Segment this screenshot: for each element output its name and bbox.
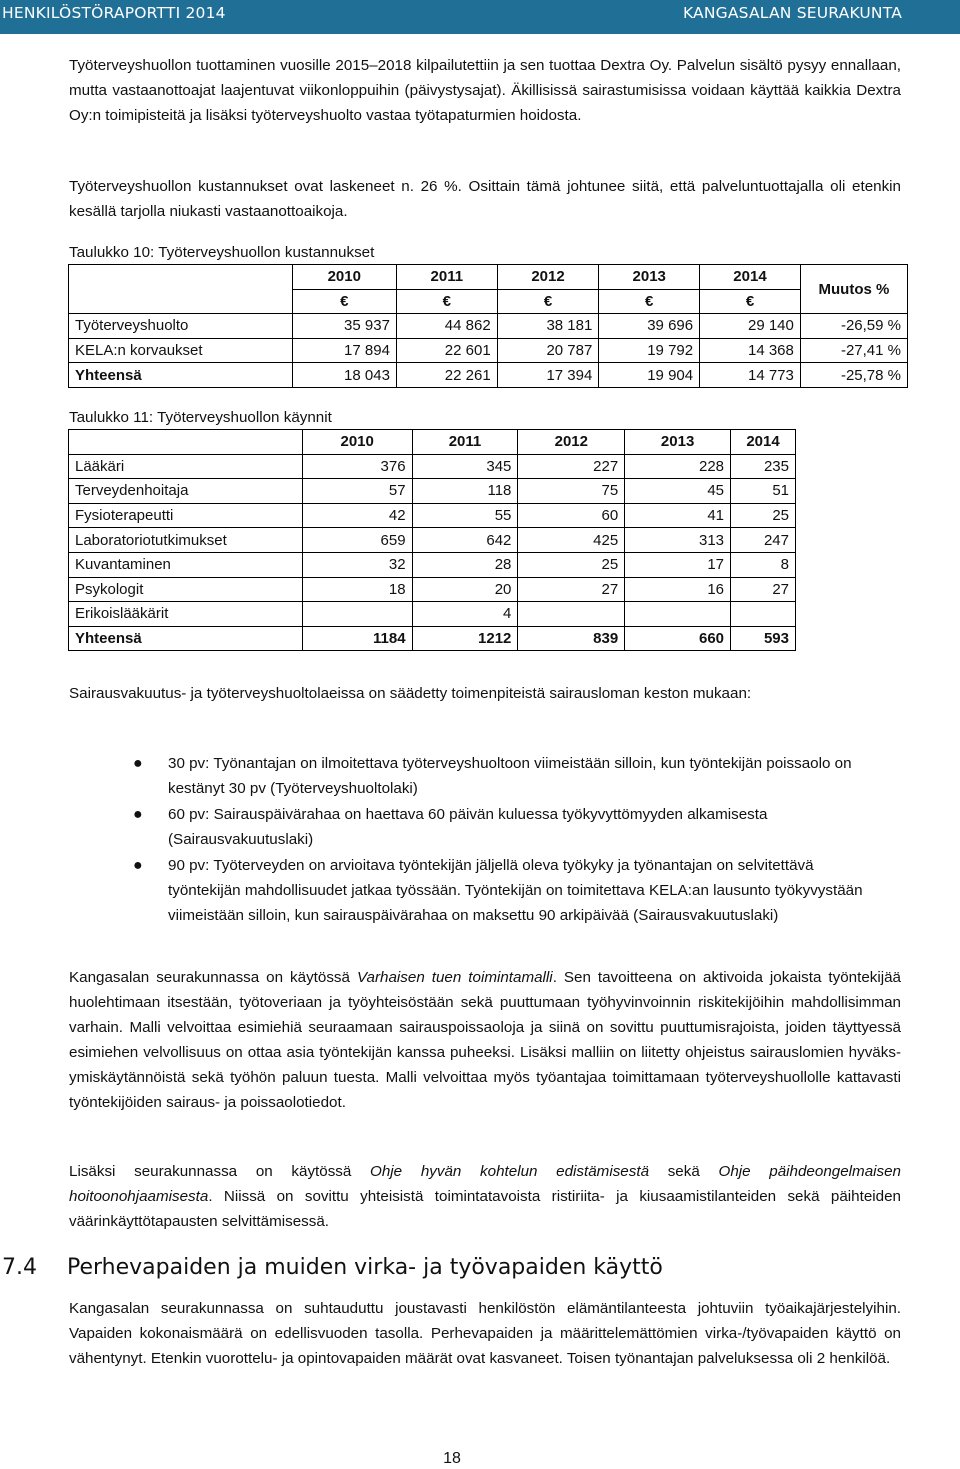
cell-value: 28 [412, 552, 518, 577]
guide-name-1: Ohje hyvän kohtelun edistämisestä [370, 1163, 650, 1180]
table-row [69, 626, 796, 651]
cell-value: 20 [412, 577, 518, 602]
row-label: Fysioterapeutti [69, 503, 303, 528]
table11-year: 2011 [412, 430, 518, 455]
cell-value: 18 [302, 577, 412, 602]
cell-value: 839 [518, 626, 625, 651]
cell-value: 38 181 [497, 314, 599, 339]
cell-value: 39 696 [599, 314, 700, 339]
cell-value: 16 [625, 577, 731, 602]
cell-value: 25 [731, 503, 796, 528]
row-label: Yhteensä [69, 363, 293, 388]
section-paragraph: Kangasalan seurakunnassa on suhtauduttu joustavasti henkilöstön elämäntilanteesta johtuviin työaikajärjestelyihin. Vapaiden kokonaismäärä on edellisvuoden tasolla. Perhevapaiden ja määrittelemättömien virka-/työvapaiden käyttö on vähentynyt. Etenkin vuorottelu- ja opintovapaiden määrät ovat kasvaneet. Toisen työnantajan palveluksessa oli 2 henkilöä. [69, 1300, 901, 1367]
cell-value: 660 [625, 626, 731, 651]
guides-text-b: sekä [649, 1163, 719, 1180]
bullet-icon: ● [133, 806, 143, 823]
cell-value: 51 [731, 479, 796, 504]
cell-value: 32 [302, 552, 412, 577]
cell-value: 20 787 [497, 338, 599, 363]
cell-value: 19 792 [599, 338, 700, 363]
cell-value: 27 [518, 577, 625, 602]
table-row [69, 338, 908, 363]
page-number: 18 [443, 1450, 461, 1467]
table10-year: 2011 [396, 265, 497, 290]
cell-value: 55 [412, 503, 518, 528]
cell-value: 14 773 [700, 363, 801, 388]
section-title: Perhevapaiden ja muiden virka- ja työvapaiden käyttö [67, 1255, 663, 1280]
table-row [69, 454, 796, 479]
row-label: Erikoislääkärit [69, 602, 303, 627]
cell-value: 17 894 [292, 338, 396, 363]
bullet-icon: ● [133, 857, 143, 874]
cell-value: 345 [412, 454, 518, 479]
cell-value: 45 [625, 479, 731, 504]
cell-value: 17 [625, 552, 731, 577]
report-title: HENKILÖSTÖRAPORTTI 2014 [2, 4, 226, 22]
table10-caption: Taulukko 10: Työterveyshuollon kustannukset [69, 244, 375, 261]
cell-value: 642 [412, 528, 518, 553]
cell-value: 376 [302, 454, 412, 479]
table10-year: 2010 [292, 265, 396, 290]
cell-value: 27 [731, 577, 796, 602]
table-row [69, 363, 908, 388]
cell-value: 247 [731, 528, 796, 553]
table10-year: 2012 [497, 265, 599, 290]
cell-value: 235 [731, 454, 796, 479]
table10-year: 2014 [700, 265, 801, 290]
cell-value: 8 [731, 552, 796, 577]
guides-paragraph [69, 1159, 901, 1234]
table10-currency: € [700, 289, 801, 314]
law-intro: Sairausvakuutus- ja työterveyshuoltolaeissa on säädetty toimenpiteistä sairausloman keston mukaan: [69, 685, 752, 702]
organization-name: KANGASALAN SEURAKUNTA [682, 4, 902, 22]
bullet-icon: ● [133, 755, 143, 772]
table-row [69, 552, 796, 577]
cell-value: 19 904 [599, 363, 700, 388]
early-support-text-a: Kangasalan seurakunnassa on käytössä [69, 969, 357, 986]
table10-currency: € [292, 289, 396, 314]
cell-value: 1212 [412, 626, 518, 651]
table10-change-header: Muutos % [800, 265, 907, 314]
cell-value: 29 140 [700, 314, 801, 339]
intro-paragraph-1: Työterveyshuollon tuottaminen vuosille 2015–2018 kilpailutettiin ja sen tuottaa Dextra Oy. Palvelun sisältö pysyy ennallaan, mutta vastaanottoajat laajentuvat viikonloppuihin (päivystysajat). Äkillisissä sairastumisissa voidaan käyttää kaikkia Dextra Oy:n toimipisteitä ja lisäksi työterveyshuolto vastaa työtapaturmien hoidosta. [69, 57, 901, 124]
cell-value: 35 937 [292, 314, 396, 339]
cell-value: 4 [412, 602, 518, 627]
row-label: Terveydenhoitaja [69, 479, 303, 504]
cell-value: 75 [518, 479, 625, 504]
guides-text-a: Lisäksi seurakunnassa on käytössä [69, 1163, 371, 1180]
cell-value [625, 602, 731, 627]
table-row [69, 503, 796, 528]
cell-value: 44 862 [396, 314, 497, 339]
row-label: Yhteensä [69, 626, 303, 651]
cell-value: 228 [625, 454, 731, 479]
table-row [69, 602, 796, 627]
list-item: 90 pv: Työterveyden on arvioitava työntekijän jäljellä oleva työkyky ja työnantajan on selvitettävä työntekijän mahdollisuudet jatkaa työssään. Työntekijän on toimitettava KELA:an lausunto työkyvystään viimeistään silloin, kun sairauspäivärahaa on maksettu 90 arkipäivää (Sairausvakuutuslaki) [168, 857, 863, 924]
early-support-paragraph [69, 965, 901, 1115]
row-label: Lääkäri [69, 454, 303, 479]
table11-year: 2012 [518, 430, 625, 455]
row-label: Psykologit [69, 577, 303, 602]
list-item: 30 pv: Työnantajan on ilmoitettava työterveyshuoltoon viimeistään silloin, kun työntekijän poissaolo on kestänyt 30 pv (Työterveyshuoltolaki) [168, 755, 852, 797]
cell-change: -27,41 % [800, 338, 907, 363]
guides-text-c: . Niissä on sovittu yhteisistä toimintatavoista ristiriita- ja kiusaamistilanteiden sekä päihteiden väärinkäyttötapausten selvittämisessä. [69, 1188, 901, 1230]
cell-value: 1184 [302, 626, 412, 651]
table11-year: 2014 [731, 430, 796, 455]
cell-value: 659 [302, 528, 412, 553]
row-label: Työterveyshuolto [69, 314, 293, 339]
page-header [0, 0, 960, 34]
cell-value: 25 [518, 552, 625, 577]
cell-value [302, 602, 412, 627]
guide-name-2: Ohje päihdeongelmaisen hoitoonohjaamisesta [69, 1163, 902, 1205]
cell-change: -26,59 % [800, 314, 907, 339]
table11-corner [69, 430, 303, 455]
early-support-text-b: . Sen tavoitteena on aktivoida jokaista työntekijää huolehtimaan itsestään, työtoveriaan ja työyhteisöstään sekä puuttumaan työhyvinvoinnin riskitekijöihin mahdollisimman varhain. Malli velvoittaa esimiehiä seuraamaan sairauspoissaoloja ja siinä on sovittu puuttumisrajoista, joiden täyttyessä esimiehen velvollisuus on ottaa asia työntekijän kanssa puheeksi. Lisäksi malliin on liitetty ohjeistus sairauslomien hyväksymiskäytännöistä sekä työhön paluun tuesta. Malli velvoittaa myös työantajaa toimittamaan työterveyshuollolle kattavasti työntekijöiden sairaus- ja poissaolotiedot. [69, 969, 901, 1111]
cell-value: 313 [625, 528, 731, 553]
table11-year: 2013 [625, 430, 731, 455]
cell-value: 60 [518, 503, 625, 528]
table11-caption: Taulukko 11: Työterveyshuollon käynnit [69, 409, 332, 426]
cell-value: 118 [412, 479, 518, 504]
cell-value: 17 394 [497, 363, 599, 388]
cell-value: 14 368 [700, 338, 801, 363]
cell-value [518, 602, 625, 627]
table-row [69, 528, 796, 553]
table-row [69, 577, 796, 602]
visits-table [68, 429, 796, 651]
row-label: KELA:n korvaukset [69, 338, 293, 363]
cell-change: -25,78 % [800, 363, 907, 388]
table10-currency: € [599, 289, 700, 314]
table10-currency: € [497, 289, 599, 314]
table-row [69, 479, 796, 504]
table10-corner [69, 265, 293, 314]
cell-value: 18 043 [292, 363, 396, 388]
intro-paragraph-2: Työterveyshuollon kustannukset ovat laskeneet n. 26 %. Osittain tämä johtunee siitä, että palveluntuottajalla oli etenkin kesällä tarjolla niukasti vastaanottoaikoja. [69, 178, 901, 220]
cell-value: 42 [302, 503, 412, 528]
list-item: 60 pv: Sairauspäivärahaa on haettava 60 päivän kuluessa työkyvyttömyyden alkamisesta (Sairausvakuutuslaki) [168, 806, 768, 848]
table10-currency: € [396, 289, 497, 314]
table10-year: 2013 [599, 265, 700, 290]
cell-value: 227 [518, 454, 625, 479]
row-label: Kuvantaminen [69, 552, 303, 577]
table11-year: 2010 [302, 430, 412, 455]
table-row [69, 314, 908, 339]
cell-value: 41 [625, 503, 731, 528]
cell-value: 22 601 [396, 338, 497, 363]
section-number: 7.4 [2, 1255, 37, 1280]
cell-value: 22 261 [396, 363, 497, 388]
cell-value: 425 [518, 528, 625, 553]
costs-table [68, 264, 908, 388]
cell-value: 57 [302, 479, 412, 504]
cell-value [731, 602, 796, 627]
cell-value: 593 [731, 626, 796, 651]
early-support-model-name: Varhaisen tuen toimintamalli [356, 969, 553, 986]
row-label: Laboratoriotutkimukset [69, 528, 303, 553]
